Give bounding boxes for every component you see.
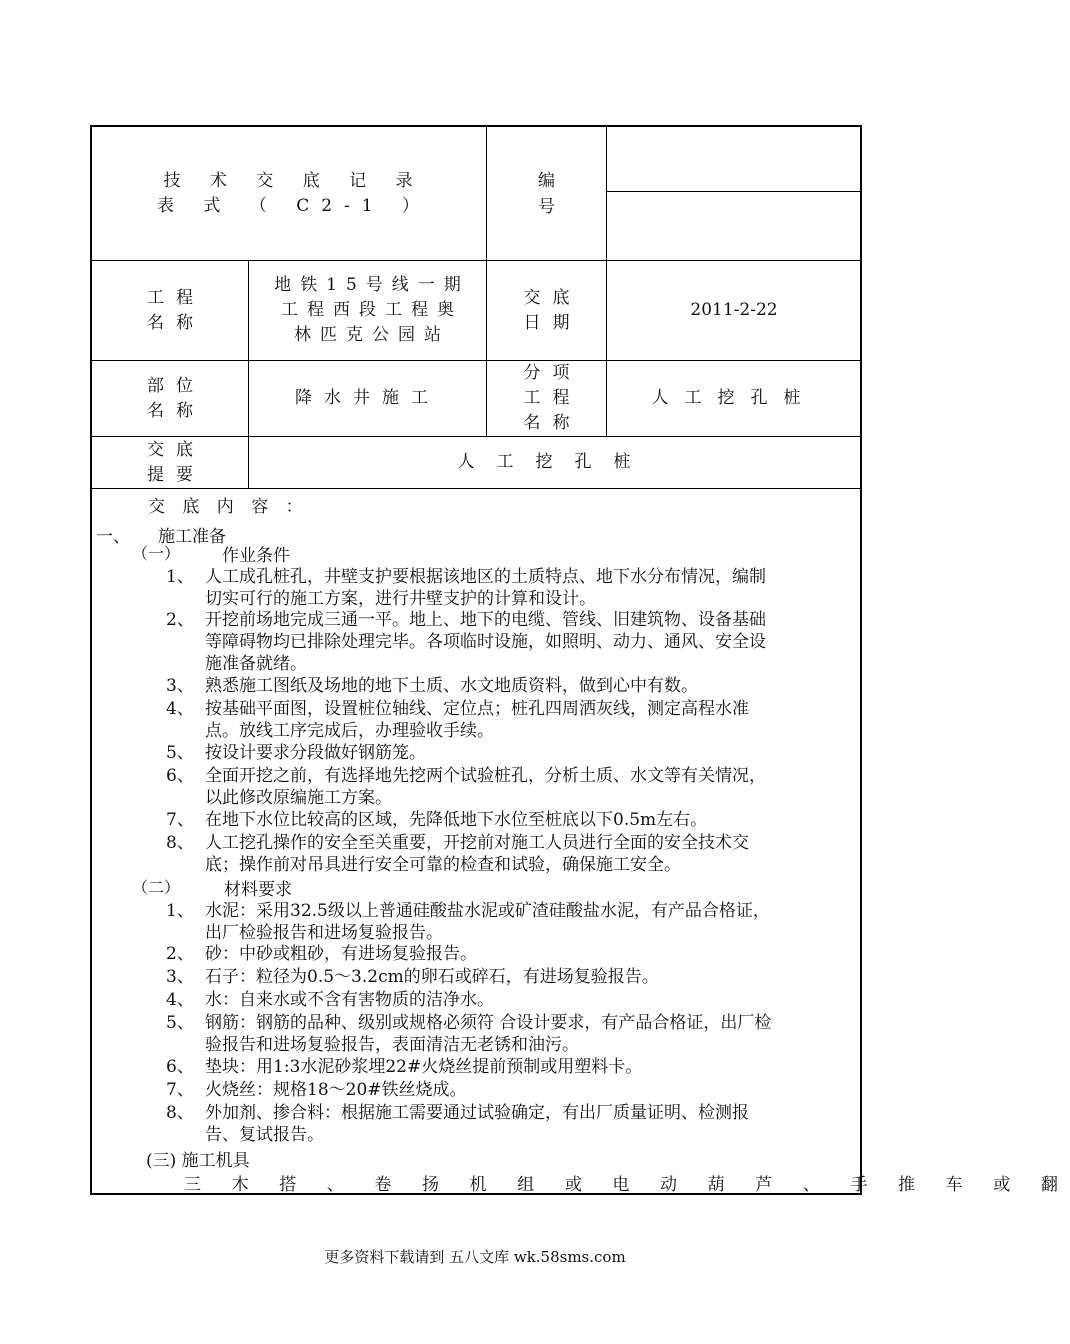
material-item-number: 3、 — [166, 967, 194, 987]
material-item-text-line: 砂：中砂或粗砂，有进场复验报告。 — [205, 944, 477, 964]
part-name-label: 部位名称 — [147, 375, 205, 421]
material-item-number: 2、 — [166, 944, 194, 964]
material-item-text-line: 验报告和进场复验报告，表面清洁无老锈和油污。 — [205, 1035, 579, 1055]
condition-item-number: 2、 — [166, 610, 194, 630]
condition-item-number: 7、 — [166, 810, 194, 830]
condition-item-text-line: 底；操作前对吊具进行安全可靠的检查和试验，确保施工安全。 — [205, 855, 681, 875]
condition-item-text-line: 按基础平面图，设置桩位轴线、定位点；桩孔四周洒灰线，测定高程水准 — [205, 699, 749, 719]
condition-item-text-line: 施准备就绪。 — [205, 654, 307, 674]
part-name-value: 降水井施工 — [295, 388, 440, 408]
condition-item-text-line: 在地下水位比较高的区域，先降低地下水位至桩底以下0.5m左右。 — [205, 810, 708, 830]
condition-item-text-line: 以此修改原编施工方案。 — [205, 788, 392, 808]
condition-item-number: 1、 — [166, 567, 194, 587]
form-title-main: 技 术 交 底 记 录 — [163, 170, 425, 191]
subsection-2-title: 材料要求 — [224, 880, 292, 900]
material-item-number: 5、 — [166, 1013, 194, 1033]
material-item-text-line: 告、复试报告。 — [205, 1125, 324, 1145]
material-item-text-line: 石子：粒径为0.5～3.2cm的卵石或碎石，有进场复验报告。 — [205, 967, 659, 987]
handover-date-value: 2011-2-22 — [690, 300, 778, 320]
condition-item-text-line: 按设计要求分段做好钢筋笼。 — [205, 743, 426, 763]
condition-item-text-line: 等障碍物均已排除处理完毕。各项临时设施，如照明、动力、通风、安全设 — [205, 632, 766, 652]
form-title — [92, 127, 486, 260]
number-label: 编号 — [538, 170, 555, 217]
sub-item-value: 人工挖孔桩 — [651, 388, 817, 408]
summary-value: 人工挖孔桩 — [457, 452, 653, 472]
material-item-text-line: 钢筋：钢筋的品种、级别或规格必须符 合设计要求，有产品合格证，出厂检 — [205, 1013, 772, 1033]
condition-item-text-line: 人工成孔桩孔，井壁支护要根据该地区的土质特点、地下水分布情况，编制 — [205, 567, 766, 587]
condition-item-number: 3、 — [166, 676, 194, 696]
section-1-number: 一、 — [96, 527, 130, 547]
condition-item-number: 5、 — [166, 743, 194, 763]
tools-line: 三 木 搭 、 卷 扬 机 组 或 电 动 葫 芦 、 手 推 车 或 翻 — [184, 1175, 1070, 1195]
section-1-title: 施工准备 — [158, 527, 226, 547]
subsection-1-number: （一） — [132, 544, 181, 563]
form-code: 表 式 （ C2-1 ） — [157, 195, 431, 216]
content-heading: 交 底 内 容 ： — [148, 497, 309, 517]
sub-item-label: 分项工程名称 — [523, 363, 582, 433]
condition-item-text-line: 点。放线工序完成后，办理验收手续。 — [205, 721, 494, 741]
project-name-value: 地铁15号线一期工程西段工程奥林匹克公园站 — [274, 275, 470, 345]
material-item-number: 7、 — [166, 1080, 194, 1100]
material-item-text-line: 出厂检验报告和进场复验报告。 — [205, 923, 443, 943]
row-divider — [91, 488, 861, 489]
subsection-3-title: (三) 施工机具 — [146, 1151, 250, 1171]
summary-label: 交底提要 — [147, 439, 205, 485]
material-item-number: 1、 — [166, 901, 194, 921]
material-item-number: 8、 — [166, 1103, 194, 1123]
project-name-label: 工程名称 — [147, 287, 205, 333]
condition-item-number: 4、 — [166, 699, 194, 719]
condition-item-text-line: 熟悉施工图纸及场地的地下土质、水文地质资料，做到心中有数。 — [205, 676, 698, 696]
number-value-top — [607, 127, 861, 191]
material-item-text-line: 火烧丝：规格18～20#铁丝烧成。 — [205, 1080, 467, 1100]
material-item-number: 6、 — [166, 1057, 194, 1077]
condition-item-number: 6、 — [166, 766, 194, 786]
condition-item-text-line: 人工挖孔操作的安全至关重要，开挖前对施工人员进行全面的安全技术交 — [205, 833, 749, 853]
condition-item-number: 8、 — [166, 833, 194, 853]
footer-link[interactable]: 更多资料下载请到 五八文库 wk.58sms.com — [324, 1248, 626, 1266]
condition-item-text-line: 切实可行的施工方案，进行井壁支护的计算和设计。 — [205, 589, 596, 609]
material-item-number: 4、 — [166, 990, 194, 1010]
handover-date-label: 交底日期 — [523, 287, 582, 333]
material-item-text-line: 外加剂、掺合料：根据施工需要通过试验确定，有出厂质量证明、检测报 — [205, 1103, 749, 1123]
subsection-1-title: 作业条件 — [222, 546, 290, 566]
material-item-text-line: 水泥：采用32.5级以上普通硅酸盐水泥或矿渣硅酸盐水泥，有产品合格证， — [205, 901, 770, 921]
condition-item-text-line: 全面开挖之前，有选择地先挖两个试验桩孔，分析土质、水文等有关情况， — [205, 766, 766, 786]
material-item-text-line: 水：自来水或不含有害物质的洁净水。 — [205, 990, 494, 1010]
material-item-text-line: 垫块：用1:3水泥砂浆埋22#火烧丝提前预制或用塑料卡。 — [205, 1057, 643, 1077]
number-value-bottom — [607, 192, 861, 260]
condition-item-text-line: 开挖前场地完成三通一平。地上、地下的电缆、管线、旧建筑物、设备基础 — [205, 610, 766, 630]
subsection-2-number: （二） — [132, 878, 181, 897]
